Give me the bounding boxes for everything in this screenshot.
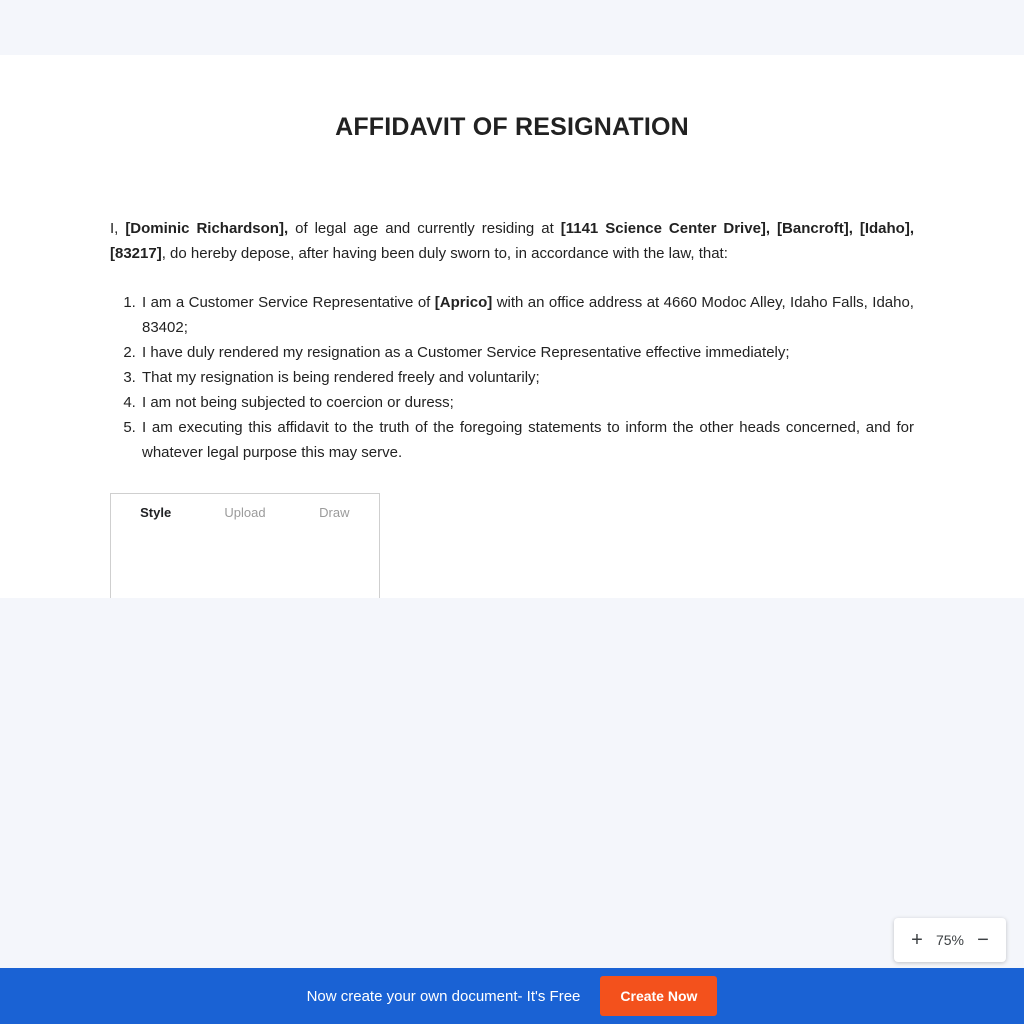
create-now-button[interactable]: Create Now (600, 976, 717, 1016)
list-item-text-pre: I am a Customer Service Representative of (142, 294, 435, 311)
page-top-margin (0, 0, 1024, 55)
intro-text-2: of legal age and currently residing at (288, 220, 561, 237)
list-item (140, 290, 914, 340)
list-item (140, 390, 914, 415)
signature-widget[interactable] (110, 493, 380, 599)
tab-style[interactable]: Style (140, 505, 172, 520)
list-item-text-pre: I have duly rendered my resignation as a Customer Service Representative effective immediately; (142, 344, 790, 361)
page-title: AFFIDAVIT OF RESIGNATION (335, 113, 689, 141)
tab-upload[interactable]: Upload (224, 505, 266, 520)
list-item-text-bold: [Aprico] (434, 294, 493, 311)
list-item-text-post: with an office address at 4660 Modoc Alley, Idaho Falls, Idaho, 83402; (142, 294, 914, 336)
signature-tabs (111, 494, 379, 528)
intro-text-3: , do hereby depose, after having been duly sworn to, in accordance with the law, that: (161, 245, 728, 262)
zoom-in-icon[interactable]: + (911, 929, 923, 951)
zoom-level-value: 75% (935, 932, 965, 948)
zoom-out-icon[interactable]: − (977, 929, 989, 951)
page-bottom-margin (0, 598, 1024, 1024)
promo-banner (0, 968, 1024, 1024)
document-content (110, 55, 914, 620)
affiant-name: [Dominic Richardson], (125, 220, 289, 237)
affiant-address: [1141 Science Center Drive], [Bancroft], [Idaho], [83217] (110, 220, 914, 262)
intro-text-1: I, (110, 220, 126, 237)
list-item (140, 340, 914, 365)
zoom-control[interactable] (894, 918, 1006, 962)
list-item-text-pre: I am not being subjected to coercion or duress; (142, 394, 454, 411)
list-item (140, 365, 914, 390)
intro-paragraph (110, 216, 914, 266)
list-item (140, 415, 914, 465)
affidavit-statement-list (110, 290, 914, 465)
list-item-text-pre: I am executing this affidavit to the truth of the foregoing statements to inform the other heads concerned, and for whatever legal purpose this may serve. (142, 419, 914, 461)
list-item-text-pre: That my resignation is being rendered freely and voluntarily; (142, 369, 540, 386)
promo-banner-text: Now create your own document- It's Free (306, 987, 581, 1005)
tab-draw[interactable]: Draw (319, 505, 350, 520)
document-page (0, 55, 1024, 598)
